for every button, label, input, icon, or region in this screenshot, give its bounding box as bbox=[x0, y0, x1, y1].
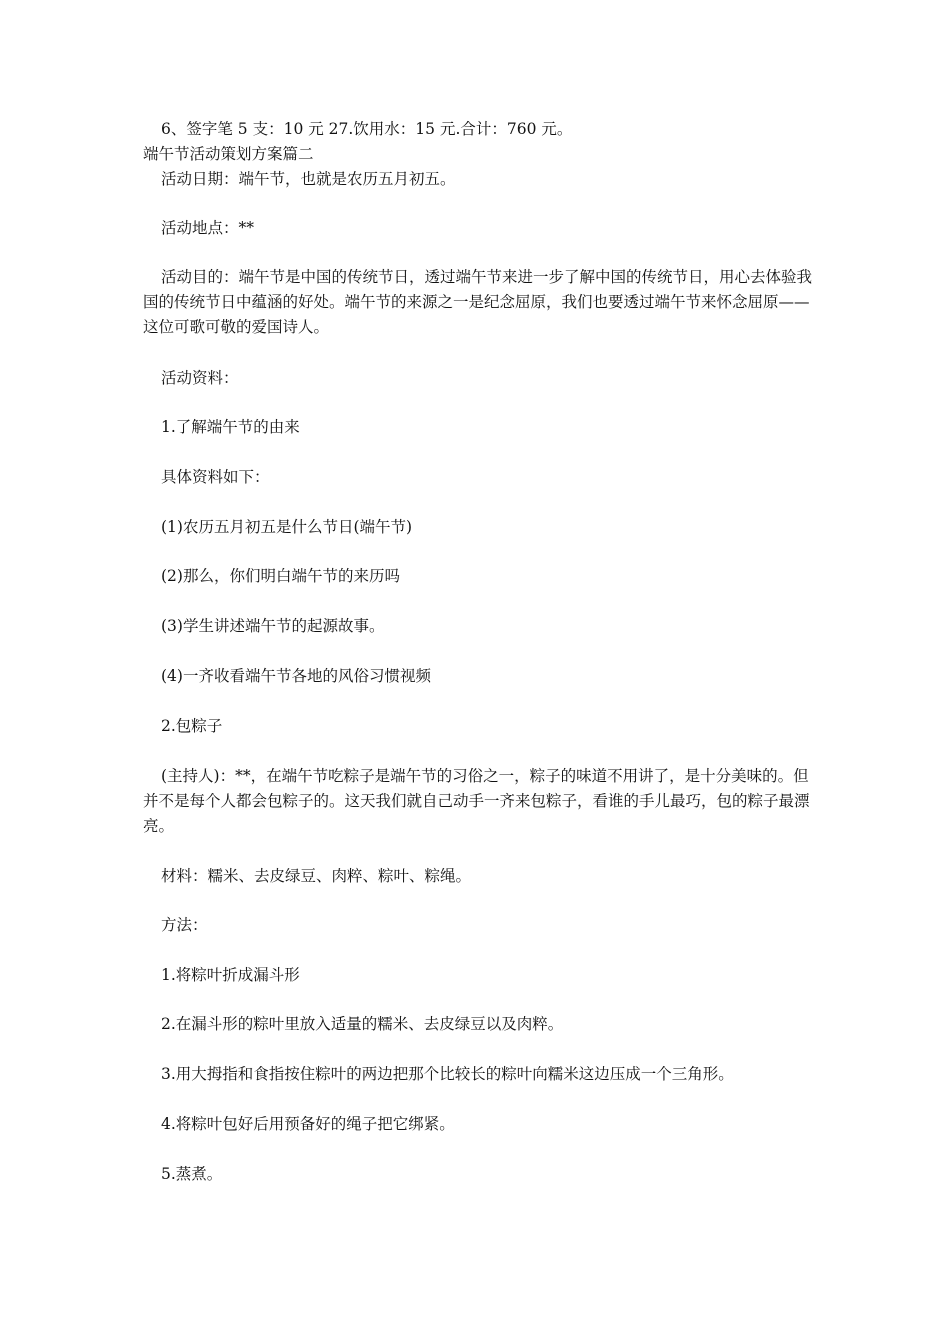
activity-location: 活动地点：** bbox=[161, 219, 255, 237]
sub-item-1: (1)农历五月初五是什么节日(端午节) bbox=[161, 518, 413, 536]
method-heading: 方法： bbox=[161, 916, 208, 934]
section-title: 端午节活动策划方案篇二 bbox=[143, 145, 314, 163]
sub-item-4: (4)一齐收看端午节各地的风俗习惯视频 bbox=[161, 667, 431, 685]
method-step-1: 1.将粽叶折成漏斗形 bbox=[161, 966, 300, 984]
activity-materials-heading: 活动资料： bbox=[161, 369, 239, 387]
method-step-3: 3.用大拇指和食指按住粽叶的两边把那个比较长的粽叶向糯米这边压成一个三角形。 bbox=[161, 1065, 734, 1083]
activity-date: 活动日期：端午节，也就是农历五月初五。 bbox=[161, 170, 456, 188]
host-speech: (主持人)：**，在端午节吃粽子是端午节的习俗之一，粽子的味道不用讲了，是十分美味的。但并不是每个人都会包粽子的。这天我们就自己动手一齐来包粽子，看谁的手儿最巧，包的粽子最漂亮。 bbox=[143, 767, 810, 835]
activity-purpose: 活动目的：端午节是中国的传统节日，透过端午节来进一步了解中国的传统节日，用心去体验我国的传统节日中蕴涵的好处。端午节的来源之一是纪念屈原，我们也要透过端午节来怀念屈原——这位可歌可敬的爱国诗人。 bbox=[143, 268, 813, 336]
sub-item-2: (2)那么，你们明白端午节的来历吗 bbox=[161, 567, 400, 585]
method-step-2: 2.在漏斗形的粽叶里放入适量的糯米、去皮绿豆以及肉粹。 bbox=[161, 1015, 564, 1033]
sub-item-3: (3)学生讲述端午节的起源故事。 bbox=[161, 617, 385, 635]
ingredients: 材料：糯米、去皮绿豆、肉粹、粽叶、粽绳。 bbox=[161, 867, 472, 885]
method-step-4: 4.将粽叶包好后用预备好的绳子把它绑紧。 bbox=[161, 1115, 455, 1133]
method-step-5: 5.蒸煮。 bbox=[161, 1165, 223, 1183]
item-zongzi: 2.包粽子 bbox=[161, 717, 223, 735]
budget-line: 6、签字笔 5 支：10 元 27.饮用水：15 元.合计：760 元。 bbox=[161, 120, 573, 138]
item-origin: 1.了解端午节的由来 bbox=[161, 418, 300, 436]
details-heading: 具体资料如下： bbox=[161, 468, 270, 486]
